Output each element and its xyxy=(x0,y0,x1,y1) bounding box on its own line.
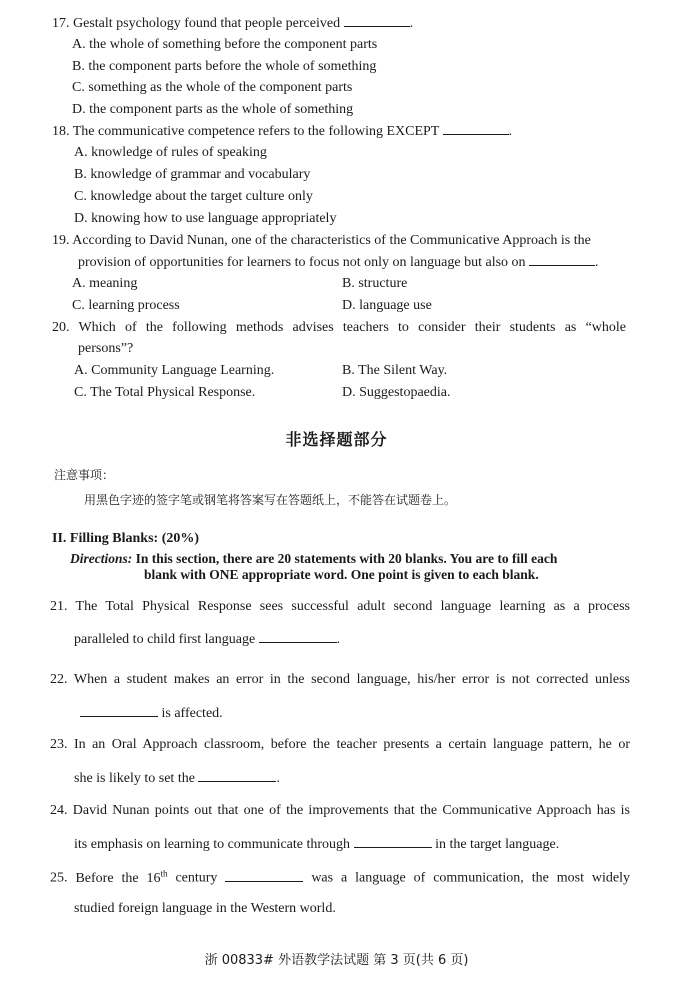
answer-blank xyxy=(344,15,410,27)
answer-blank xyxy=(225,870,303,882)
item-23-line2 xyxy=(74,770,280,787)
item-punctuation: . xyxy=(276,771,280,786)
question-text: Which of the following methods advises teachers to consider their students as “whole xyxy=(78,320,626,335)
item-21-line1 xyxy=(50,599,630,615)
notice-title: 注意事项： xyxy=(54,468,115,482)
question-17-option-d: D. the component parts as the whole of something xyxy=(72,102,354,117)
question-19-option-a: A. meaning xyxy=(72,276,138,291)
item-number: 21. xyxy=(50,599,68,614)
item-24-line1 xyxy=(50,803,630,819)
question-number: 19. xyxy=(52,233,70,248)
question-number: 18. xyxy=(52,124,70,139)
item-text: is affected. xyxy=(161,706,223,721)
item-22-line2 xyxy=(80,705,223,722)
section-heading: 非选择题部分 xyxy=(285,430,388,449)
item-number: 24. xyxy=(50,803,68,818)
question-17-option-c: C. something as the whole of the component parts xyxy=(72,80,353,95)
item-punctuation: . xyxy=(336,632,341,647)
item-text-part: Before the 16 xyxy=(75,870,161,886)
item-text: In an Oral Approach classroom, before the teacher presents a certain language pattern, he or xyxy=(73,737,630,752)
question-17-option-b: B. the component parts before the whole of something xyxy=(72,59,377,74)
directions-label: Directions: xyxy=(70,551,133,566)
answer-blank xyxy=(354,836,432,848)
question-20-option-c: C. The Total Physical Response. xyxy=(74,385,256,400)
item-number: 22. xyxy=(50,672,68,687)
item-text: David Nunan points out that one of the improvements that the Communicative Approach has is xyxy=(72,803,631,818)
question-20-stem-line2: persons”? xyxy=(78,341,134,356)
directions-text: In this section, there are 20 statements with 20 blanks. You are to fill each xyxy=(135,551,558,566)
question-number: 17. xyxy=(52,16,70,31)
question-20-stem xyxy=(52,320,626,336)
item-text: paralleled to child first language xyxy=(74,632,256,647)
question-20-option-a: A. Community Language Learning. xyxy=(74,363,275,378)
question-18-option-c: C. knowledge about the target culture only xyxy=(74,189,313,204)
answer-blank xyxy=(443,123,509,135)
question-text: The communicative competence refers to the following EXCEPT xyxy=(72,124,440,139)
item-number: 23. xyxy=(50,737,68,752)
question-19-option-c: C. learning process xyxy=(72,298,180,313)
answer-blank xyxy=(259,631,337,643)
question-number: 20. xyxy=(52,320,70,335)
item-21-line2 xyxy=(74,631,340,648)
question-20-option-d: D. Suggestopaedia. xyxy=(342,385,451,400)
answer-blank xyxy=(198,770,276,782)
item-text: was a language of communication, the most widely xyxy=(311,870,631,886)
question-18-option-a: A. knowledge of rules of speaking xyxy=(74,145,267,160)
item-23-line1 xyxy=(50,737,630,753)
item-number: 25. xyxy=(50,870,68,886)
question-text: According to David Nunan, one of the characteristics of the Communicative Approach is the xyxy=(72,233,591,248)
directions-line1 xyxy=(70,551,557,567)
question-17-stem: 17. Gestalt psychology found that people perceived . xyxy=(52,16,414,31)
question-19-stem xyxy=(52,233,591,249)
answer-blank xyxy=(529,254,595,266)
item-text: its emphasis on learning to communicate through xyxy=(74,837,351,852)
notice-text: 用黑色字迹的签字笔或钢笔将答案写在答题纸上，不能答在试题卷上。 xyxy=(84,493,457,507)
item-24-line2 xyxy=(74,836,559,853)
page-footer: 浙 00833# 外语教学法试题 第 3 页(共 6 页) xyxy=(204,953,469,968)
item-text xyxy=(75,868,168,886)
question-19-stem-line2: provision of opportunities for learners to focus not only on language but also on . xyxy=(78,255,599,270)
question-text: provision of opportunities for learners to focus not only on language but also on xyxy=(78,255,526,270)
question-20-option-b: B. The Silent Way. xyxy=(342,363,448,378)
item-text: The Total Physical Response sees successful adult second language learning as a process xyxy=(75,599,630,614)
question-19-option-b: B. structure xyxy=(342,276,408,291)
item-text: century xyxy=(175,870,218,886)
answer-blank xyxy=(80,705,158,717)
question-19-option-d: D. language use xyxy=(342,298,432,313)
question-18-stem: 18. The communicative competence refers to the following EXCEPT . xyxy=(52,124,513,139)
item-22-line1 xyxy=(50,672,630,688)
item-25-line2: studied foreign language in the Western world. xyxy=(74,901,336,916)
item-text: When a student makes an error in the second language, his/her error is not corrected unless xyxy=(73,672,630,687)
question-18-option-d: D. knowing how to use language appropriately xyxy=(74,211,337,226)
item-text: in the target language. xyxy=(435,837,560,852)
question-18-option-b: B. knowledge of grammar and vocabulary xyxy=(74,167,311,182)
item-text: she is likely to set the xyxy=(74,771,195,786)
question-text: Gestalt psychology found that people perceived xyxy=(73,16,341,31)
question-17-option-a: A. the whole of something before the component parts xyxy=(72,37,378,52)
ordinal-suffix: th xyxy=(160,868,168,878)
part-2-title: II. Filling Blanks: (20%) xyxy=(52,531,200,546)
directions-line2: blank with ONE appropriate word. One point is given to each blank. xyxy=(144,567,539,582)
item-25-line1 xyxy=(50,868,630,887)
